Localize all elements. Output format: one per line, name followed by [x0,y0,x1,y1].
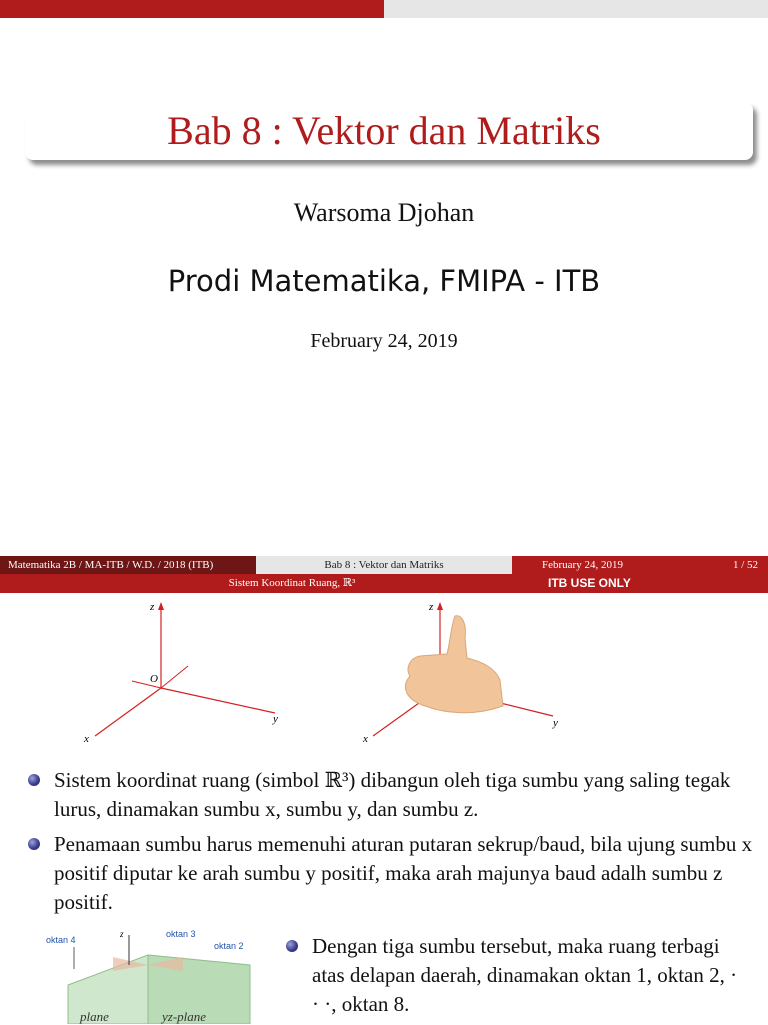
axes-figure [80,598,300,748]
z-label: z [150,601,155,613]
header-bar-right [384,0,768,18]
z-arrow [158,602,164,610]
svg-text:z: z [429,601,434,613]
oktan-3-label: oktan 3 [166,929,196,939]
footer-left: Matematika 2B / MA-ITB / W.D. / 2018 (ITB) [0,556,256,574]
header-bar-left [0,0,384,18]
institute: Prodi Matematika, FMIPA - ITB [167,264,601,298]
oktan-2-label: oktan 2 [214,941,244,951]
page-number: 1 / 52 [732,559,758,571]
section-title: Sistem Koordinat Ruang, ℝ³ [228,577,356,589]
y-axis [161,688,275,713]
x-axis [95,688,161,736]
bullet-icon [28,838,40,850]
x-label: x [84,733,89,745]
svg-text:y: y [553,717,558,729]
section-bar [0,574,768,593]
bullet-icon [28,774,40,786]
footer-bar [0,556,768,574]
slide-title: Bab 8 : Vektor dan Matriks [167,108,601,153]
svg-text:z: z [120,929,124,939]
bullet-icon [286,940,298,952]
list-item: Sistem koordinat ruang (simbol ℝ³) dibangun oleh tiga sumbu yang saling tegak lurus, dinamakan sumbu x, sumbu y, dan sumbu z. [28,766,758,824]
xz-plane-label: plane [80,1009,109,1024]
bullet-list-right [286,932,746,1025]
hand-icon [405,616,503,713]
yz-plane-label: yz-plane [162,1009,207,1024]
oktan-4-label: oktan 4 [46,935,76,945]
hand-rule-figure [355,598,575,748]
y-label: y [273,713,278,725]
author: Warsoma Djohan [293,198,475,227]
origin-label: O [150,673,158,685]
bullet-list [28,766,758,923]
footer-right [512,556,768,574]
date: February 24, 2019 [310,330,458,352]
list-item: Penamaan sumbu harus memenuhi aturan putaran sekrup/baud, bila ujung sumbu x positif diputar ke arah sumbu y positif, maka arah majunya baud adalh sumbu z positif. [28,830,758,917]
octant-diagram [28,925,278,1024]
svg-text:x: x [363,733,368,745]
list-item: Dengan tiga sumbu tersebut, maka ruang terbagi atas delapan daerah, dinamakan oktan 1, oktan 2, · · ·, oktan 8. [286,932,746,1019]
x-axis-negative [161,666,188,688]
footer-date: February 24, 2019 [542,559,623,571]
watermark: ITB USE ONLY [548,576,631,590]
footer-center: Bab 8 : Vektor dan Matriks [256,556,512,574]
